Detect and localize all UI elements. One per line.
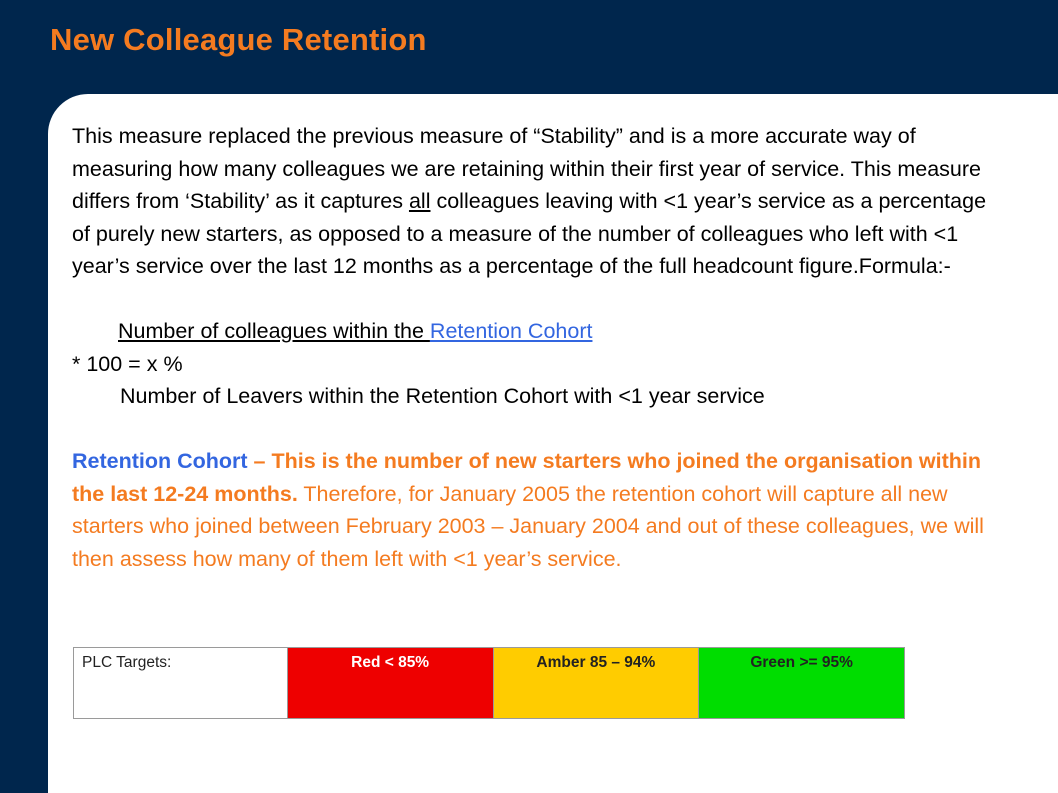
target-red: Red < 85% xyxy=(288,648,494,718)
slide-title: New Colleague Retention xyxy=(50,22,427,57)
plc-targets-table xyxy=(73,647,905,719)
intro-paragraph: This measure replaced the previous measure of “Stability” and is a more accurate way of measuring how many colleagues we are retaining within their first year of service. This measure differs from ‘Stability’ as it captures all colleagues leaving with <1 year’s service as a percentage of purely new starters, as opposed to a measure of the number of colleagues who left with <1 year’s service over the last 12 months as a percentage of the full headcount figure.Formula:- xyxy=(72,124,987,278)
targets-label: PLC Targets: xyxy=(74,648,288,718)
body-text xyxy=(72,120,1002,575)
formula-multiplier: * 100 = x % xyxy=(72,351,183,376)
target-green: Green >= 95% xyxy=(699,648,904,718)
rac-logo-icon xyxy=(905,722,1025,770)
retention-cohort-link: Retention Cohort xyxy=(429,319,593,343)
formula-denominator: Number of Leavers within the Retention Cohort with <1 year service xyxy=(120,384,765,408)
definition-paragraph: Retention Cohort – This is the number of new starters who joined the organisation within the last 12-24 months. Therefore, for January 2005 the retention cohort will capture all new starters who joined between February 2003 – January 2004 and out of these colleagues, we will then assess how many of them left with <1 year’s service. xyxy=(72,449,984,571)
target-amber: Amber 85 – 94% xyxy=(494,648,700,718)
definition-term: Retention Cohort xyxy=(72,449,248,473)
formula-numerator: Number of colleagues within the Retention Cohort xyxy=(118,319,593,343)
emphasis-all: all xyxy=(408,189,431,213)
definition-text: – This is the number of new starters who joined the organisation within the last 12-24 months. xyxy=(72,449,982,506)
